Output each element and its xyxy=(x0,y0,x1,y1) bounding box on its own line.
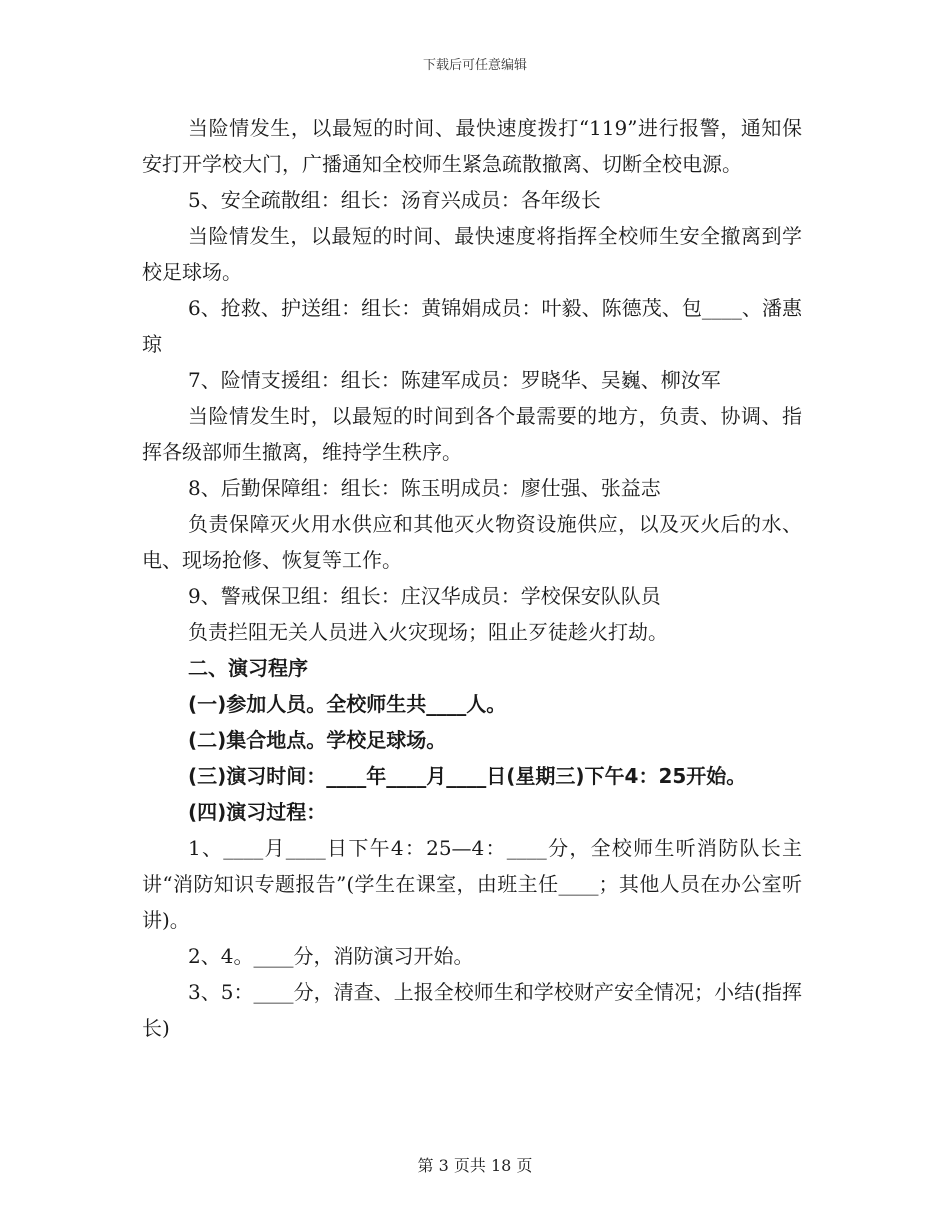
step-1: 1、____月____日下午4：25—4：____分，全校师生听消防队长主讲“消防知识专题报告”(学生在课室，由班主任____；其他人员在办公室听讲)。 xyxy=(142,836,802,932)
item-logistics-group: 8、后勤保障组：组长：陈玉明成员：廖仕强、张益志 xyxy=(188,476,661,500)
sub-heading-time: (三)演习时间：____年____月____日(星期三)下午4：25开始。 xyxy=(188,764,747,788)
item-evacuation-group: 5、安全疏散组：组长：汤育兴成员：各年级长 xyxy=(188,188,601,212)
paragraph-logistics: 负责保障灭火用水供应和其他灭火物资设施供应，以及灭火后的水、电、现场抢修、恢复等工作。 xyxy=(142,512,802,572)
paragraph-support: 当险情发生时，以最短的时间到各个最需要的地方，负责、协调、指挥各级部师生撤离，维持学生秩序。 xyxy=(142,404,802,464)
sub-heading-process: (四)演习过程： xyxy=(188,800,327,824)
sub-heading-location: (二)集合地点。学校足球场。 xyxy=(188,728,447,752)
paragraph-security: 负责拦阻无关人员进入火灾现场；阻止歹徒趁火打劫。 xyxy=(188,620,668,644)
page-number: 第 3 页共 18 页 xyxy=(417,1156,533,1175)
item-rescue-group: 6、抢救、护送组：组长：黄锦娟成员：叶毅、陈德茂、包____、潘惠琼 xyxy=(142,296,802,356)
step-2: 2、4。____分，消防演习开始。 xyxy=(188,944,474,968)
step-3: 3、5：____分，清查、上报全校师生和学校财产安全情况；小结(指挥长) xyxy=(142,980,802,1040)
paragraph-evacuation: 当险情发生，以最短的时间、最快速度将指挥全校师生安全撤离到学校足球场。 xyxy=(142,224,802,284)
section-heading-drill-procedure: 二、演习程序 xyxy=(188,656,308,680)
sub-heading-participants: (一)参加人员。全校师生共____人。 xyxy=(188,692,507,716)
page-header-note: 下载后可任意编辑 xyxy=(422,58,527,73)
document-body xyxy=(142,110,802,1046)
item-security-group: 9、警戒保卫组：组长：庄汉华成员：学校保安队队员 xyxy=(188,584,661,608)
item-support-group: 7、险情支援组：组长：陈建军成员：罗晓华、吴巍、柳汝军 xyxy=(188,368,721,392)
paragraph-alarm: 当险情发生，以最短的时间、最快速度拨打“119”进行报警，通知保安打开学校大门，广播通知全校师生紧急疏散撤离、切断全校电源。 xyxy=(142,116,802,176)
